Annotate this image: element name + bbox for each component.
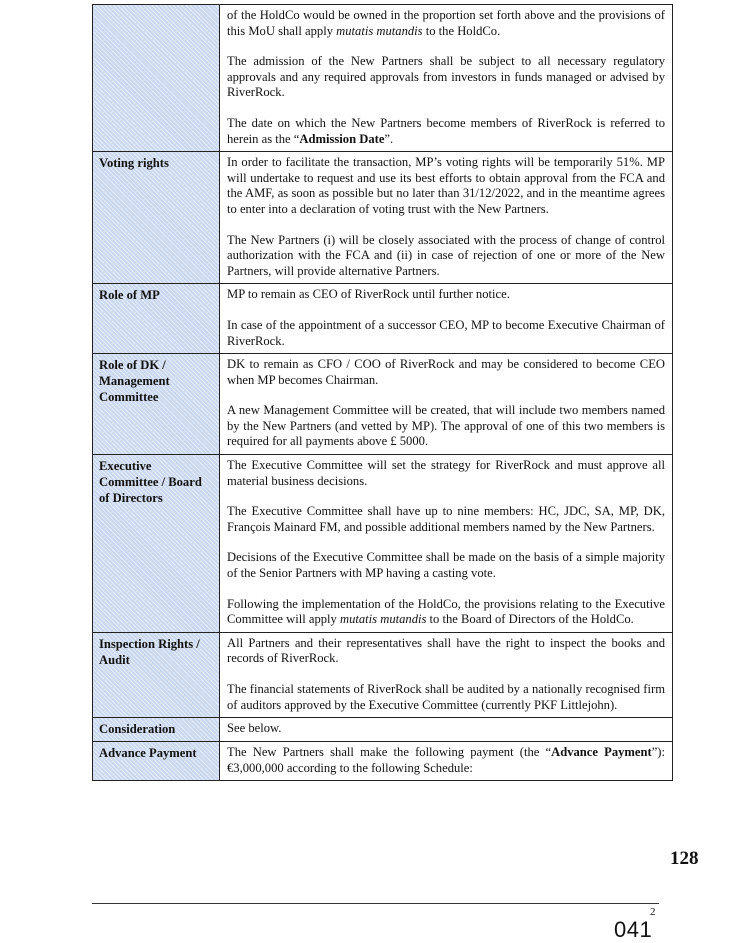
page-number: 2	[650, 906, 656, 918]
row-label: Consideration	[93, 718, 220, 742]
row-content	[220, 354, 673, 455]
terms-table	[92, 4, 673, 781]
paragraph: Following the implementation of the HoldCo, the provisions relating to the Executive Committee will apply mutatis mutandis to the Board of Directors of the HoldCo.	[227, 596, 665, 627]
paragraph: MP to remain as CEO of RiverRock until further notice.	[227, 287, 510, 302]
row-label: Advance Payment	[93, 742, 220, 781]
footer-divider	[92, 903, 659, 904]
paragraph: The Executive Committee shall have up to nine members: HC, JDC, SA, MP, DK, François Mainard FM, and possible additional members named by the New Partners.	[227, 504, 665, 534]
paragraph: The New Partners (i) will be closely associated with the process of change of control authorization with the FCA and (ii) in case of rejection of one or more of the New Partners, will provide alternative Partners.	[227, 232, 665, 278]
row-content	[220, 152, 673, 284]
table-row	[93, 5, 673, 152]
row-label: Role of DK / Management Committee	[93, 354, 220, 455]
paragraph: The New Partners shall make the following payment (the “Advance Payment”): €3,000,000 according to the following Schedule:	[227, 745, 665, 775]
paragraph: In order to facilitate the transaction, MP’s voting rights will be temporarily 51%. MP will undertake to request and use its best efforts to obtain approval from the FCA and the AMF, as soon as possible but no later than 31/12/2022, and in the meantime agrees to enter into a declaration of voting trust with the New Partners.	[227, 155, 665, 216]
paragraph: Decisions of the Executive Committee shall be made on the basis of a simple majority of the Senior Partners with MP having a casting vote.	[227, 550, 665, 581]
table-row	[93, 742, 673, 781]
row-content	[220, 742, 673, 781]
row-content	[220, 632, 673, 717]
table-row	[93, 718, 673, 742]
paragraph: The financial statements of RiverRock shall be audited by a nationally recognised firm of auditors approved by the Executive Committee (currently PKF Littlejohn).	[227, 682, 665, 712]
paragraph: The admission of the New Partners shall be subject to all necessary regulatory approvals and any required approvals from investors in funds managed or advised by RiverRock.	[227, 54, 665, 100]
paragraph: In case of the appointment of a successor CEO, MP to become Executive Chairman of RiverRock.	[227, 317, 665, 348]
table-row	[93, 354, 673, 455]
table-row	[93, 284, 673, 354]
table-row	[93, 152, 673, 284]
row-content	[220, 5, 673, 152]
row-content	[220, 284, 673, 354]
paragraph: DK to remain as CFO / COO of RiverRock and may be considered to become CEO when MP becomes Chairman.	[227, 357, 665, 387]
bates-number: 128	[670, 848, 699, 869]
row-label: Role of MP	[93, 284, 220, 354]
row-label: Voting rights	[93, 152, 220, 284]
exhibit-stamp: 041	[614, 917, 653, 942]
paragraph: of the HoldCo would be owned in the proportion set forth above and the provisions of this MoU shall apply mutatis mutandis to the HoldCo.	[227, 8, 665, 38]
row-content	[220, 455, 673, 633]
row-label: Executive Committee / Board of Directors	[93, 455, 220, 633]
paragraph: All Partners and their representatives shall have the right to inspect the books and records of RiverRock.	[227, 635, 665, 666]
paragraph: See below.	[227, 721, 282, 736]
paragraph: The Executive Committee will set the strategy for RiverRock and must approve all material business decisions.	[227, 458, 665, 488]
row-content	[220, 718, 673, 742]
row-label	[93, 5, 220, 152]
paragraph: A new Management Committee will be created, that will include two members named by the New Partners (and vetted by MP). The approval of one of this two members is required for all payments above £ 5000.	[227, 403, 665, 449]
paragraph: The date on which the New Partners become members of RiverRock is referred to herein as the “Admission Date”.	[227, 115, 665, 146]
row-label: Inspection Rights / Audit	[93, 632, 220, 717]
table-row	[93, 632, 673, 717]
table-row	[93, 455, 673, 633]
